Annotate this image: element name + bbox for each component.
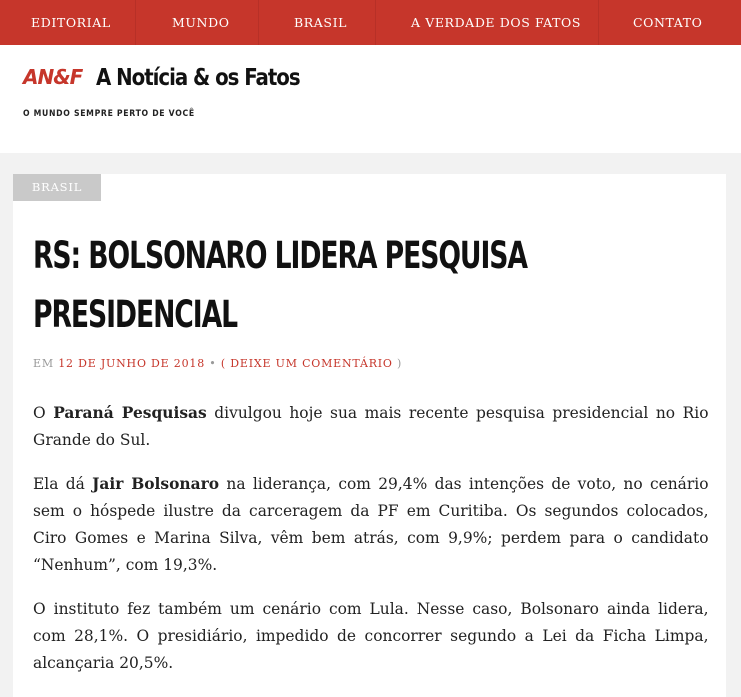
main-nav xyxy=(0,0,741,46)
bold-text: Jair Bolsonaro xyxy=(92,474,220,493)
paragraph xyxy=(33,470,709,578)
post-date-link[interactable]: 12 DE JUNHO DE 2018 xyxy=(58,357,205,370)
post-title xyxy=(33,226,527,344)
article-card xyxy=(13,174,726,697)
post-title-line: PRESIDENCIAL xyxy=(33,293,238,336)
leave-comment-link[interactable]: DEIXE UM COMENTÁRIO xyxy=(230,357,393,370)
nav-item-editorial[interactable]: EDITORIAL xyxy=(31,15,111,30)
post-content xyxy=(33,399,709,693)
meta-separator: • xyxy=(209,357,217,370)
site-tagline: O MUNDO SEMPRE PERTO DE VOCÊ xyxy=(23,109,195,119)
paragraph-text: O instituto fez também um cenário com Lula. Nesse caso, Bolsonaro ainda lidera, com 28,1%. O presidiário, impedido de concorrer segundo a Lei da Ficha Limpa, alcançaria 20,5%. xyxy=(33,599,709,672)
nav-item-mundo[interactable]: MUNDO xyxy=(172,15,230,30)
paragraph-text: O xyxy=(33,403,54,422)
nav-separator xyxy=(375,0,376,45)
paragraph-text: na liderança, com 29,4% das intenções de voto, no cenário sem o hóspede ilustre da carceragem da PF em Curitiba. Os segundos colocados, Ciro Gomes e Marina Silva, vêm bem atrás, com 9,9%; perdem para o candidato “Nenhum”, com 19,3%. xyxy=(33,474,709,574)
nav-item-a-verdade-dos-fatos[interactable]: A VERDADE DOS FATOS xyxy=(411,15,582,30)
site-header xyxy=(0,45,741,153)
nav-item-brasil[interactable]: BRASIL xyxy=(294,15,348,30)
post-title-line: RS: BOLSONARO LIDERA PESQUISA xyxy=(33,234,527,277)
paragraph xyxy=(33,399,709,453)
nav-separator xyxy=(135,0,136,45)
site-title[interactable]: A Notícia & os Fatos xyxy=(96,65,300,91)
category-badge[interactable]: BRASIL xyxy=(13,174,101,201)
post-meta xyxy=(33,357,402,370)
comment-paren-close: ) xyxy=(397,357,403,370)
nav-separator xyxy=(258,0,259,45)
nav-separator xyxy=(598,0,599,45)
paragraph xyxy=(33,595,709,676)
bold-text: Paraná Pesquisas xyxy=(53,403,207,422)
nav-item-contato[interactable]: CONTATO xyxy=(633,15,703,30)
meta-prefix: EM xyxy=(33,357,54,370)
site-logo[interactable]: AN&F xyxy=(23,65,83,89)
paragraph-text: divulgou hoje sua mais recente pesquisa presidencial no Rio Grande do Sul. xyxy=(33,403,709,449)
paragraph-text: Ela dá xyxy=(33,474,93,493)
comment-paren-open: ( xyxy=(220,357,226,370)
